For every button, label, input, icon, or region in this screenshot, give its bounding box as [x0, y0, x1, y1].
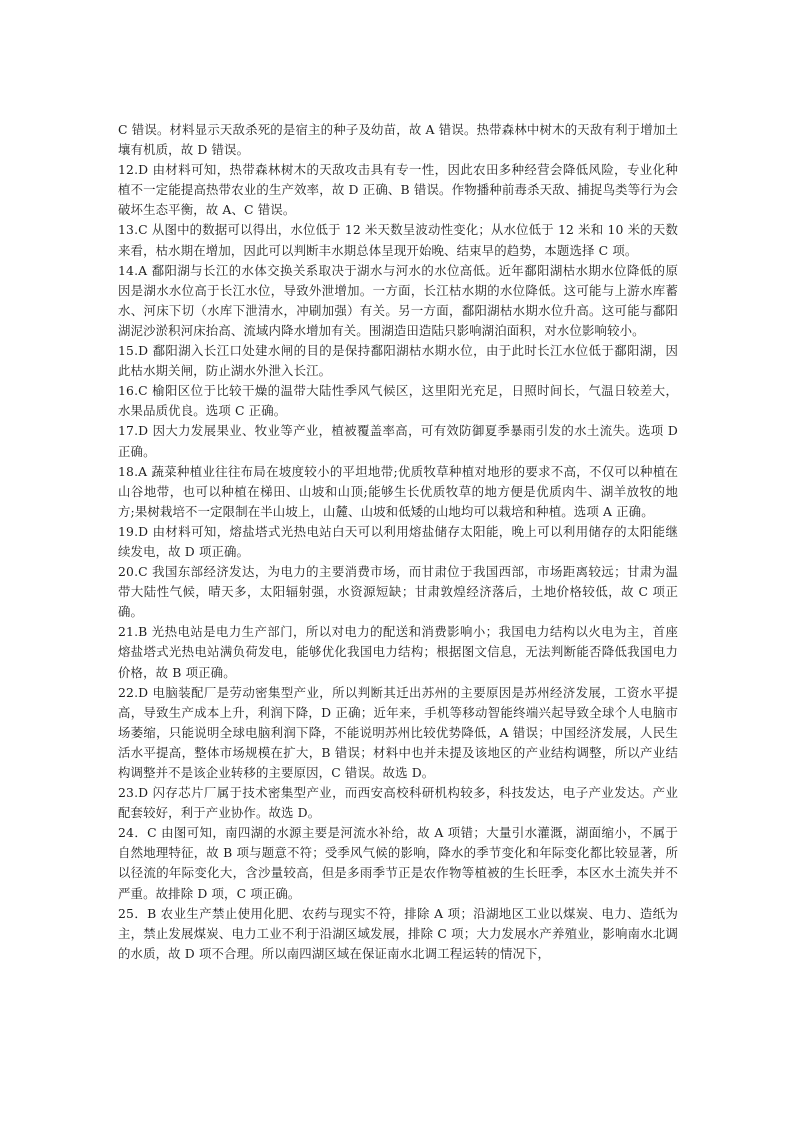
answer-paragraph: 18.A 蔬菜种植业往往布局在坡度较小的平坦地带;优质牧草种植对地形的要求不高，不仅可以种植在山谷地带，也可以种植在梯田、山坡和山顶;能够生长优质牧草的地方便是优质肉牛、湖羊放牧的地方;果树栽培不一定限制在半山坡上，山麓、山坡和低矮的山地均可以栽培和种植。选项 A 正确。: [118, 463, 678, 519]
answer-paragraph: 19.D 由材料可知，熔盐塔式光热电站白天可以利用熔盐储存太阳能，晚上可以利用储存的太阳能继续发电，故 D 项正确。: [118, 523, 678, 559]
answer-paragraph: 20.C 我国东部经济发达，为电力的主要消费市场，而甘肃位于我国西部，市场距离较远；甘肃为温带大陆性气候，晴天多，太阳辐射强，水资源短缺；甘肃敦煌经济落后，土地价格较低，故 C 项正确。: [118, 564, 678, 620]
answer-paragraph: 21.B 光热电站是电力生产部门，所以对电力的配送和消费影响小；我国电力结构以火电为主，首座熔盐塔式光热电站满负荷发电，能够优化我国电力结构；根据图文信息，无法判断能否降低我国电力价格，故 B 项正确。: [118, 624, 678, 680]
answer-paragraph: 13.C 从图中的数据可以得出，水位低于 12 米天数呈波动性变化；从水位低于 12 米和 10 米的天数来看，枯水期在增加，因此可以判断丰水期总体呈现开始晚、结束早的趋势，本题选择 C 项。: [118, 222, 678, 258]
answer-paragraph: 22.D 电脑装配厂是劳动密集型产业，所以判断其迁出苏州的主要原因是苏州经济发展，工资水平提高，导致生产成本上升，利润下降，D 正确；近年来，手机等移动智能终端兴起导致全球个人电脑市场萎缩，只能说明全球电脑利润下降，不能说明苏州比较优势降低，A 错误；中国经济发展，人民生活水平提高，整体市场规模在扩大，B 错误；材料中也并未提及该地区的产业结构调整，所以产业结构调整并不是该企业转移的主要原因，C 错误。故选 D。: [118, 684, 678, 780]
answer-paragraph: 15.D 鄱阳湖入长江口处建水闸的目的是保持鄱阳湖枯水期水位，由于此时长江水位低于鄱阳湖，因此枯水期关闸，防止湖水外泄入长江。: [118, 343, 678, 379]
answer-paragraph: 23.D 闪存芯片厂属于技术密集型产业，而西安高校科研机构较多，科技发达，电子产业发达。产业配套较好，利于产业协作。故选 D。: [118, 785, 678, 821]
answer-paragraph: 16.C 榆阳区位于比较干燥的温带大陆性季风气候区，这里阳光充足，日照时间长，气温日较差大，水果品质优良。选项 C 正确。: [118, 383, 678, 419]
document-body: [118, 120, 678, 964]
answer-paragraph: 14.A 鄱阳湖与长江的水体交换关系取决于湖水与河水的水位高低。近年鄱阳湖枯水期水位降低的原因是湖水水位高于长江水位，导致外泄增加。一方面，长江枯水期的水位降低。这可能与上游水库蓄水、河床下切（水库下泄清水，冲刷加强）有关。另一方面，鄱阳湖枯水期水位升高。这可能与鄱阳湖泥沙淤积河床抬高、流域内降水增加有关。围湖造田造陆只影响湖泊面积，对水位影响较小。: [118, 262, 678, 338]
answer-paragraph: 12.D 由材料可知，热带森林树木的天敌攻击具有专一性，因此农田多种经营会降低风险，专业化种植不一定能提高热带农业的生产效率，故 D 正确、B 错误。作物播种前毒杀天敌、捕捉鸟类等行为会破坏生态平衡，故 A、C 错误。: [118, 162, 678, 218]
answer-paragraph: C 错误。材料显示天敌杀死的是宿主的种子及幼苗，故 A 错误。热带森林中树木的天敌有利于增加土壤有机质，故 D 错误。: [118, 122, 678, 158]
answer-paragraph: 25．B 农业生产禁止使用化肥、农药与现实不符，排除 A 项；沿湖地区工业以煤炭、电力、造纸为主，禁止发展煤炭、电力工业不利于沿湖区域发展，排除 C 项；大力发展水产养殖业，影响南水北调的水质，故 D 项不合理。所以南四湖区域在保证南水北调工程运转的情况下，: [118, 905, 678, 961]
answer-paragraph: 24．C 由图可知，南四湖的水源主要是河流水补给，故 A 项错；大量引水灌溉，湖面缩小，不属于自然地理特征，故 B 项与题意不符；受季风气候的影响，降水的季节变化和年际变化都比较显著，所以径流的年际变化大，含沙量较高，但是多雨季节正是农作物等植被的生长旺季，本区水土流失并不严重。故排除 D 项，C 项正确。: [118, 825, 678, 901]
answer-paragraph: 17.D 因大力发展果业、牧业等产业，植被覆盖率高，可有效防御夏季暴雨引发的水土流失。选项 D 正确。: [118, 423, 678, 459]
